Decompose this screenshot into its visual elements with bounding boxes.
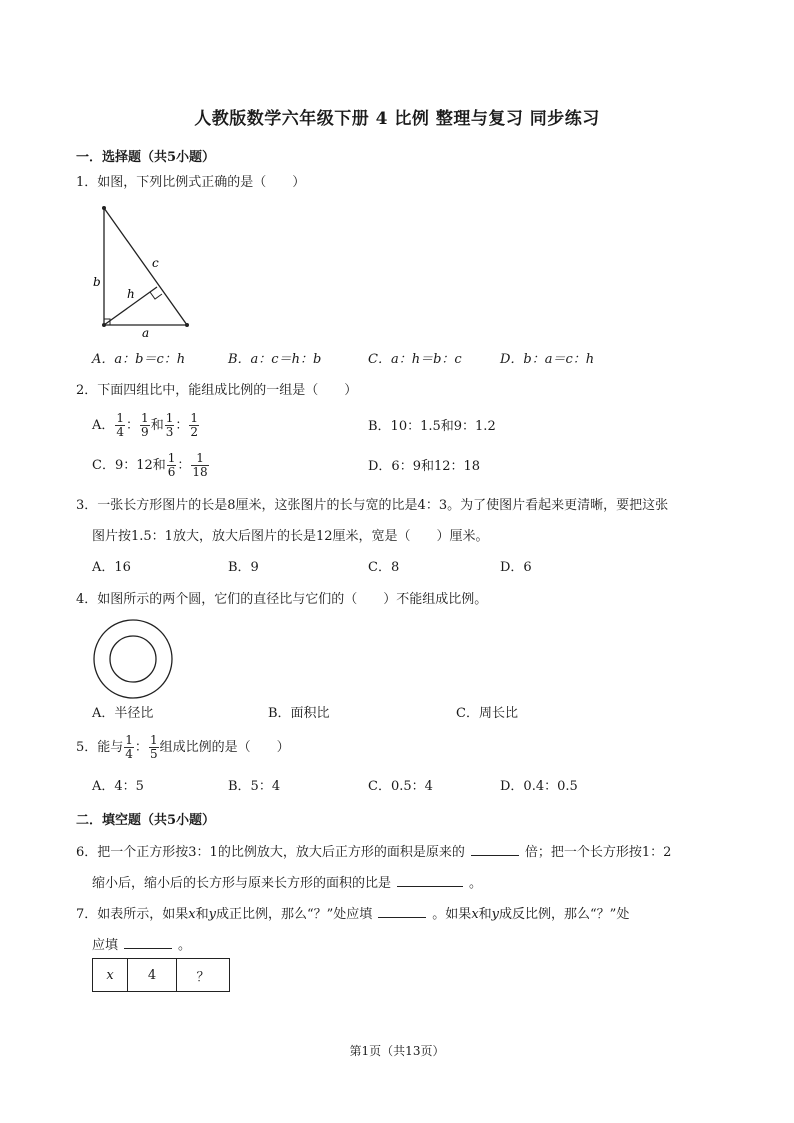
q1-option-c: C．a：h＝b：c xyxy=(368,352,462,367)
page-title: 人教版数学六年级下册 4 比例 整理与复习 同步练习 xyxy=(194,109,600,129)
q7-table xyxy=(92,958,230,992)
q3-option-a: A．16 xyxy=(92,560,131,575)
fraction: $\frac{1}{5}$ xyxy=(149,733,158,761)
section-fill-heading: 二．填空题（共5小题） xyxy=(76,813,216,828)
question-2-stem: 2．下面四组比中，能组成比例的一组是（ ） xyxy=(76,383,358,398)
q1-option-a: A．a：b＝c：h xyxy=(92,352,186,367)
fraction: $\frac{1}{18}$ xyxy=(192,451,208,479)
fraction: $\frac{1}{4}$ xyxy=(116,411,125,439)
fraction: $\frac{1}{6}$ xyxy=(167,451,176,479)
q1-option-b: B．a：c＝h：b xyxy=(228,352,322,367)
question-7-line2: 应填 。 xyxy=(92,934,191,955)
label-h: h xyxy=(127,287,135,301)
answer-blank[interactable] xyxy=(471,841,519,856)
question-6-line1: 6．把一个正方形按3：1的比例放大，放大后正方形的面积是原来的 倍；把一个长方形按1：2 xyxy=(76,841,671,862)
q5-option-b: B．5：4 xyxy=(228,779,281,794)
q2-option-b: B．10：1.5和9：1.2 xyxy=(368,419,496,434)
page-footer: 第1页（共13页） xyxy=(349,1044,445,1058)
q3-option-d: D．6 xyxy=(500,560,532,575)
q4-option-c: C．周长比 xyxy=(456,706,518,721)
q5-option-d: D．0.4：0.5 xyxy=(500,779,578,794)
question-4-stem: 4．如图所示的两个圆，它们的直径比与它们的（ ）不能组成比例。 xyxy=(76,592,488,607)
fraction: $\frac{1}{9}$ xyxy=(141,411,149,439)
label-a: a xyxy=(142,326,150,340)
question-1-stem: 1．如图，下列比例式正确的是（ ） xyxy=(76,175,306,190)
q2-option-d: D．6：9和12：18 xyxy=(368,459,481,474)
table-cell-unknown: ？ xyxy=(177,959,230,992)
q4-option-a: A．半径比 xyxy=(92,706,154,721)
table-cell-value: 4 xyxy=(128,959,177,992)
q2-option-c: C．9：12和 $\frac{1}{6}$ ： $\frac{1}{18}$ xyxy=(92,451,208,479)
question-6-line2: 缩小后，缩小后的长方形与原来长方形的面积的比是 。 xyxy=(92,872,482,893)
question-7-line1: 7．如表所示，如果x和y成正比例，那么“？”处应填 。如果x和y成反比例，那么“？”处 xyxy=(76,903,629,924)
triangle-diagram xyxy=(88,200,198,340)
table-cell-x: x xyxy=(93,959,128,992)
answer-blank[interactable] xyxy=(397,872,463,887)
concentric-circles-diagram xyxy=(92,618,174,700)
fraction: $\frac{1}{3}$ xyxy=(165,411,174,439)
q1-option-d: D．b：a＝c：h xyxy=(500,352,595,367)
question-5-stem: 5．能与 $\frac{1}{4}$ ： $\frac{1}{5}$ 组成比例的是（ ） xyxy=(76,733,290,761)
q3-option-c: C．8 xyxy=(368,560,400,575)
fraction: $\frac{1}{2}$ xyxy=(190,411,198,439)
q5-option-c: C．0.5：4 xyxy=(368,779,433,794)
q3-option-b: B．9 xyxy=(228,560,259,575)
section-choice-heading: 一．选择题（共5小题） xyxy=(76,150,216,165)
answer-blank[interactable] xyxy=(378,903,426,918)
question-3-line2: 图片按1.5：1放大，放大后图片的长是12厘米，宽是（ ）厘米。 xyxy=(92,529,489,544)
question-3-line1: 3．一张长方形图片的长是8厘米，这张图片的长与宽的比是4：3。为了使图片看起来更清晰，要把这张 xyxy=(76,498,669,513)
q2-option-a: A． $\frac{1}{4}$ ： $\frac{1}{9}$ 和 $\frac{1}{3}$ ： $\frac{1}{2}$ xyxy=(92,411,198,439)
q4-option-b: B．面积比 xyxy=(268,706,330,721)
fraction: $\frac{1}{4}$ xyxy=(125,733,133,761)
label-b: b xyxy=(93,275,101,289)
label-c: c xyxy=(152,256,159,270)
answer-blank[interactable] xyxy=(124,934,172,949)
q5-option-a: A．4：5 xyxy=(92,779,144,794)
q2-a-prefix: A． xyxy=(92,418,115,433)
